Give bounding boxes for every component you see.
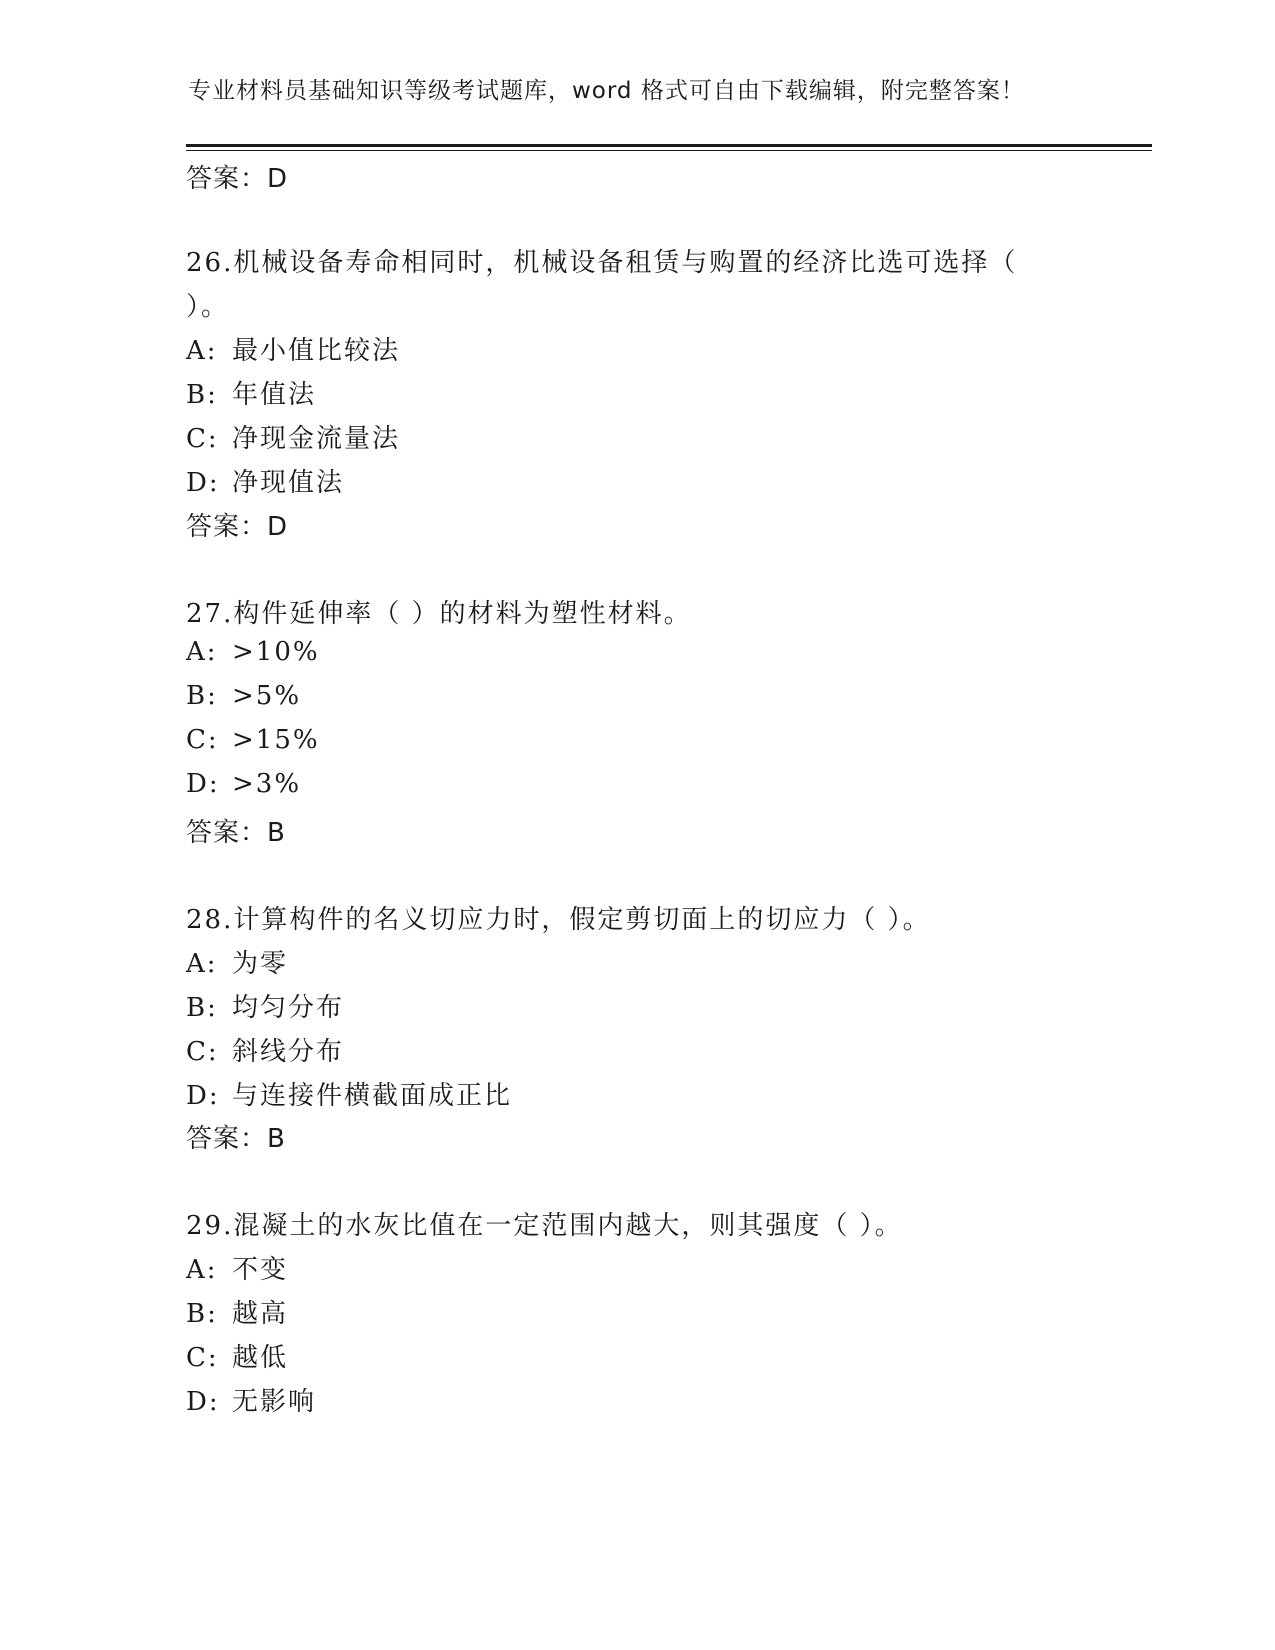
option-letter: A:	[186, 949, 218, 979]
question-29-option-c	[186, 1337, 288, 1374]
question-26-option-b	[186, 374, 316, 411]
option-text: 越高	[232, 1299, 289, 1329]
question-26-option-c	[186, 418, 400, 455]
option-text: >10%	[232, 637, 320, 667]
option-letter: B:	[186, 1299, 218, 1329]
question-28-option-d	[186, 1075, 512, 1112]
option-letter: D:	[186, 769, 220, 799]
question-29-option-a	[186, 1249, 288, 1286]
option-letter: A:	[186, 637, 218, 667]
question-28-option-b	[186, 987, 344, 1024]
option-letter: D:	[186, 1081, 220, 1111]
option-text: >15%	[232, 725, 320, 755]
option-letter: C:	[186, 725, 219, 755]
question-29-option-b	[186, 1293, 288, 1330]
option-text: 为零	[232, 949, 289, 979]
option-text: 净现值法	[232, 468, 345, 498]
option-letter: C:	[186, 424, 219, 454]
option-text: 净现金流量法	[232, 424, 401, 454]
previous-answer: 答案：D	[186, 164, 289, 194]
question-27-stem-line1: 27.构件延伸率（ ）的材料为塑性材料。	[186, 599, 692, 629]
page-header: 专业材料员基础知识等级考试题库，word 格式可自由下载编辑，附完整答案！	[188, 78, 1025, 104]
question-27-option-a	[186, 637, 320, 667]
option-letter: D:	[186, 468, 220, 498]
option-letter: B:	[186, 993, 218, 1023]
question-27-option-d	[186, 769, 301, 799]
header-rule-thin	[186, 150, 1152, 151]
header-rule-thick	[186, 144, 1152, 147]
question-26-stem-line1: 26.机械设备寿命相同时，机械设备租赁与购置的经济比选可选择（	[186, 248, 1018, 278]
question-26-answer: 答案：D	[186, 512, 289, 542]
option-letter: A:	[186, 336, 218, 366]
option-text: 越低	[232, 1343, 289, 1373]
option-text: 无影响	[232, 1387, 317, 1417]
question-28-option-c	[186, 1031, 344, 1068]
question-27-option-b	[186, 681, 301, 711]
option-text: 斜线分布	[232, 1037, 345, 1067]
option-text: >5%	[232, 681, 302, 711]
option-letter: B:	[186, 681, 218, 711]
option-text: 与连接件横截面成正比	[232, 1081, 513, 1111]
question-28-stem-line1: 28.计算构件的名义切应力时，假定剪切面上的切应力（ ）。	[186, 905, 931, 935]
question-26-option-d	[186, 462, 344, 499]
option-letter: B:	[186, 380, 218, 410]
question-26-option-a	[186, 330, 400, 367]
option-text: 年值法	[232, 380, 317, 410]
option-letter: C:	[186, 1343, 219, 1373]
option-text: 均匀分布	[232, 993, 345, 1023]
question-28-answer: 答案：B	[186, 1124, 286, 1154]
option-text: 最小值比较法	[232, 336, 401, 366]
option-letter: A:	[186, 1255, 218, 1285]
option-letter: D:	[186, 1387, 220, 1417]
question-26-stem-line2: ）。	[186, 292, 230, 322]
option-text: 不变	[232, 1255, 289, 1285]
question-29-stem-line1: 29.混凝土的水灰比值在一定范围内越大，则其强度（ ）。	[186, 1211, 903, 1241]
option-text: >3%	[232, 769, 302, 799]
option-letter: C:	[186, 1037, 219, 1067]
question-28-option-a	[186, 943, 288, 980]
question-27-option-c	[186, 725, 320, 755]
question-27-answer: 答案：B	[186, 818, 286, 848]
question-29-option-d	[186, 1381, 316, 1418]
